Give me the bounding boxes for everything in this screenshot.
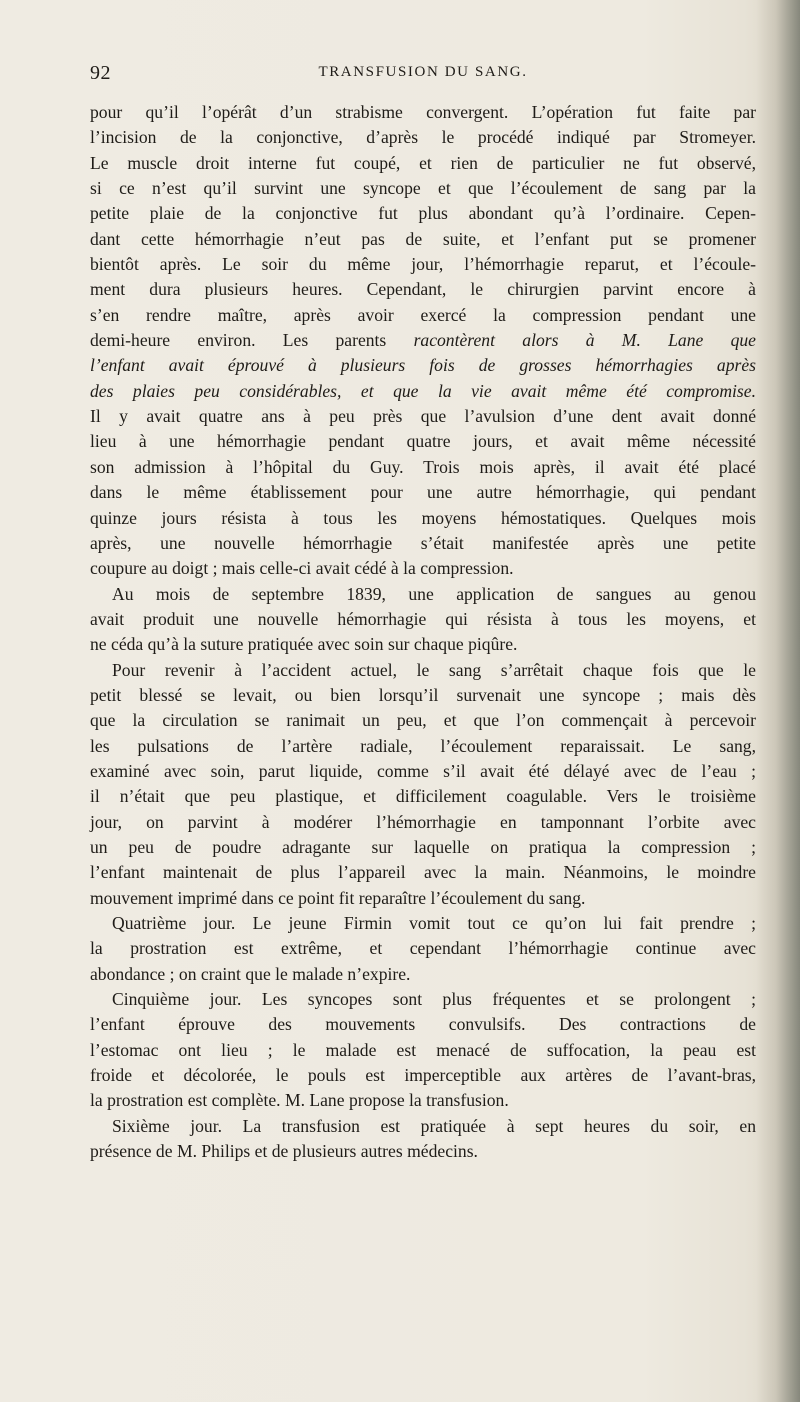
running-title: TRANSFUSION DU SANG.	[318, 64, 528, 80]
body-text	[90, 100, 756, 1164]
text-line: son admission à l’hôpital du Guy. Trois mois après, il avait été placé	[90, 456, 756, 477]
text-line: pour qu’il l’opérât d’un strabisme convergent. L’opération fut faite par	[90, 102, 756, 122]
text-line: s’en rendre maître, après avoir exercé la compression pendant une	[90, 304, 756, 325]
text-line-italic: des plaies peu considérables, et que la vie avait même été compromise.	[90, 380, 756, 401]
text-line: lieu à une hémorrhagie pendant quatre jours, et avait même nécessité	[90, 431, 756, 452]
paragraph-start: Cinquième jour. Les syncopes sont plus fréquentes et se prolongent ;	[112, 989, 756, 1010]
text-line: après, une nouvelle hémorrhagie s’était manifestée après une petite	[90, 532, 756, 553]
text-line-mixed	[90, 328, 756, 353]
text-line: un peu de poudre adragante sur laquelle on pratiqua la compression ;	[90, 836, 756, 857]
text-line-italic: l’enfant avait éprouvé à plusieurs fois de grosses hémorrhagies après	[90, 355, 756, 376]
text-line: l’enfant éprouve des mouvements convulsifs. Des contractions de	[90, 1014, 756, 1035]
page-number: 92	[90, 62, 111, 84]
text-line: l’incision de la conjonctive, d’après le procédé indiqué par Stromeyer.	[90, 127, 756, 148]
text-line: bientôt après. Le soir du même jour, l’hémorrhagie reparut, et l’écoule-	[90, 254, 756, 275]
paragraph-start: Au mois de septembre 1839, une application de sangues au genou	[112, 583, 756, 604]
text-line-roman: demi-heure environ. Les parents	[90, 330, 414, 351]
text-line: petit blessé se levait, ou bien lorsqu’il survenait une syncope ; mais dès	[90, 684, 756, 705]
paragraph-start: Pour revenir à l’accident actuel, le sang s’arrêtait chaque fois que le	[112, 659, 756, 680]
text-line: froide et décolorée, le pouls est imperceptible aux artères de l’avant-bras,	[90, 1065, 756, 1086]
text-line-italic: racontèrent alors à M. Lane que	[413, 330, 756, 351]
running-head	[90, 62, 756, 88]
text-line: il n’était que peu plastique, et difficilement coagulable. Vers le troisième	[90, 786, 756, 807]
text-line: la prostration est extrême, et cependant l’hémorrhagie continue avec	[90, 938, 756, 959]
text-line: petite plaie de la conjonctive fut plus abondant qu’à l’ordinaire. Cepen-	[90, 203, 756, 224]
text-line: Le muscle droit interne fut coupé, et rien de particulier ne fut observé,	[90, 152, 756, 173]
text-line: abondance ; on craint que le malade n’expire.	[90, 963, 411, 984]
text-line: l’enfant maintenait de plus l’appareil avec la main. Néanmoins, le moindre	[90, 862, 756, 883]
text-line: dant cette hémorrhagie n’eut pas de suite, et l’enfant put se promener	[90, 228, 756, 249]
text-line: mouvement imprimé dans ce point fit reparaître l’écoulement du sang.	[90, 887, 586, 908]
text-line: ment dura plusieurs heures. Cependant, le chirurgien parvint encore à	[90, 279, 756, 300]
paragraph-start: Sixième jour. La transfusion est pratiquée à sept heures du soir, en	[112, 1115, 756, 1136]
text-line: avait produit une nouvelle hémorrhagie qui résista à tous les moyens, et	[90, 608, 756, 629]
text-line: Il y avait quatre ans à peu près que l’avulsion d’une dent avait donné	[90, 406, 756, 427]
text-line: jour, on parvint à modérer l’hémorrhagie en tamponnant l’orbite avec	[90, 811, 756, 832]
text-line: ne céda qu’à la suture pratiquée avec soin sur chaque piqûre.	[90, 634, 518, 655]
page-edge-shadow	[756, 0, 800, 1402]
paragraph-start: Quatrième jour. Le jeune Firmin vomit tout ce qu’on lui fait prendre ;	[112, 913, 756, 933]
text-line: dans le même établissement pour une autre hémorrhagie, qui pendant	[90, 482, 756, 503]
text-line: si ce n’est qu’il survint une syncope et que l’écoulement de sang par la	[90, 178, 756, 199]
text-line: les pulsations de l’artère radiale, l’écoulement reparaissait. Le sang,	[90, 735, 756, 756]
text-line: l’estomac ont lieu ; le malade est menacé de suffocation, la peau est	[90, 1039, 756, 1060]
text-line: que la circulation se ranimait un peu, et que l’on commençait à percevoir	[90, 710, 756, 731]
text-line: coupure au doigt ; mais celle-ci avait cédé à la compression.	[90, 558, 514, 579]
text-line: présence de M. Philips et de plusieurs autres médecins.	[90, 1141, 478, 1162]
text-line: la prostration est complète. M. Lane propose la transfusion.	[90, 1090, 509, 1111]
text-line: examiné avec soin, parut liquide, comme s’il avait été délayé avec de l’eau ;	[90, 760, 756, 781]
text-line: quinze jours résista à tous les moyens hémostatiques. Quelques mois	[90, 507, 756, 528]
